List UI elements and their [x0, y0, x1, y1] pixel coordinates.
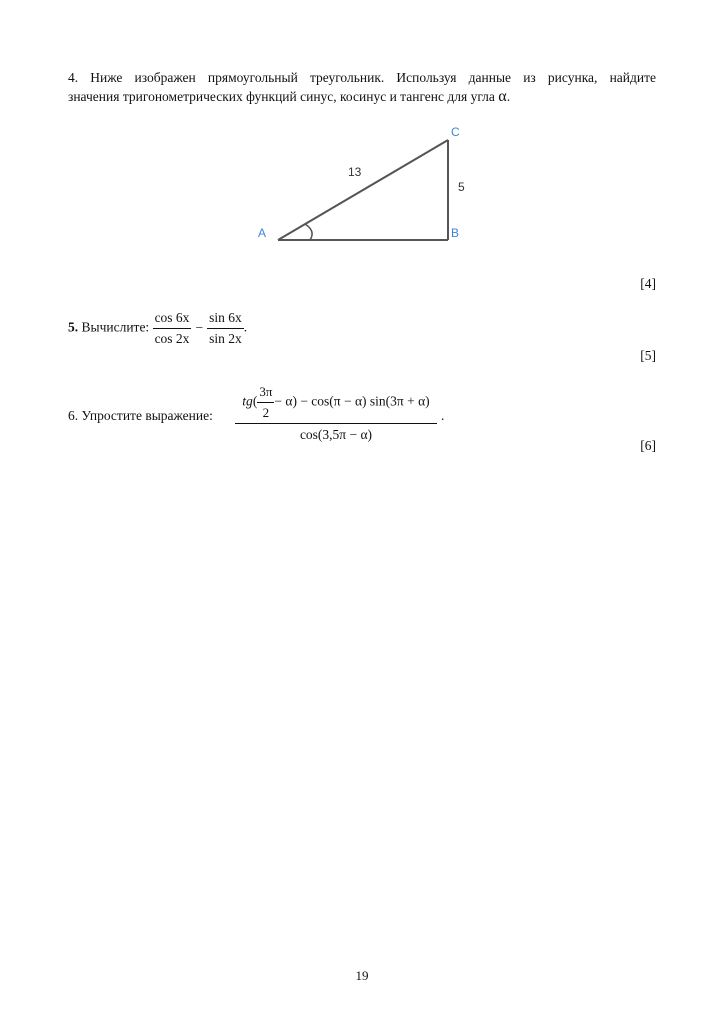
task-4-period: . [506, 89, 511, 104]
vertex-c-label: C [451, 125, 460, 139]
leg-length: 5 [458, 180, 465, 194]
open-paren: ( [252, 393, 258, 409]
vertex-b-label: B [451, 226, 460, 240]
task-4-score: [4] [640, 276, 656, 291]
fraction-cos-denominator: cos 2x [154, 331, 190, 346]
tg-function: tg [242, 393, 253, 409]
task-5 [68, 310, 247, 347]
fraction-cos-numerator: cos 6x [153, 310, 192, 329]
inner-fraction-numerator: 3π [257, 384, 274, 403]
alpha-symbol: α [498, 88, 507, 105]
task-4-line-2: значения тригонометрических функций синус, косинус и тангенс для угла [68, 89, 495, 104]
fraction-sin [207, 310, 244, 347]
fraction-sin-denominator: sin 2x [209, 331, 242, 346]
task-5-period: . [243, 319, 248, 335]
task-6-score: [6] [640, 438, 656, 453]
fraction-sin-numerator: sin 6x [207, 310, 244, 329]
task-5-text: Вычислите: [81, 319, 150, 335]
angle-alpha-arc [305, 224, 312, 240]
task-6-denominator: cos(3,5π − α) [299, 427, 373, 442]
task-4-line-1: 4. Ниже изображен прямоугольный треугольник. Используя данные из рисунка, найдите [68, 70, 656, 85]
task-5-score: [5] [640, 348, 656, 363]
numerator-rest: − α) − cos(π − α) sin(3π + α) [274, 393, 430, 409]
task-6-expression [235, 384, 437, 443]
task-6-period: . [441, 408, 445, 423]
task-6-numerator [235, 384, 437, 424]
vertex-a-label: A [258, 226, 267, 240]
inner-fraction-denominator: 2 [262, 405, 270, 420]
task-5-number: 5. [68, 319, 79, 335]
fraction-cos [153, 310, 192, 347]
task-6-text: 6. Упростите выражение: [68, 408, 213, 423]
minus-sign: − [195, 319, 204, 335]
inner-fraction [257, 384, 274, 421]
page-number: 19 [355, 968, 369, 983]
triangle-figure [0, 0, 724, 300]
hypotenuse-line [278, 140, 448, 240]
hypotenuse-length: 13 [348, 165, 362, 179]
